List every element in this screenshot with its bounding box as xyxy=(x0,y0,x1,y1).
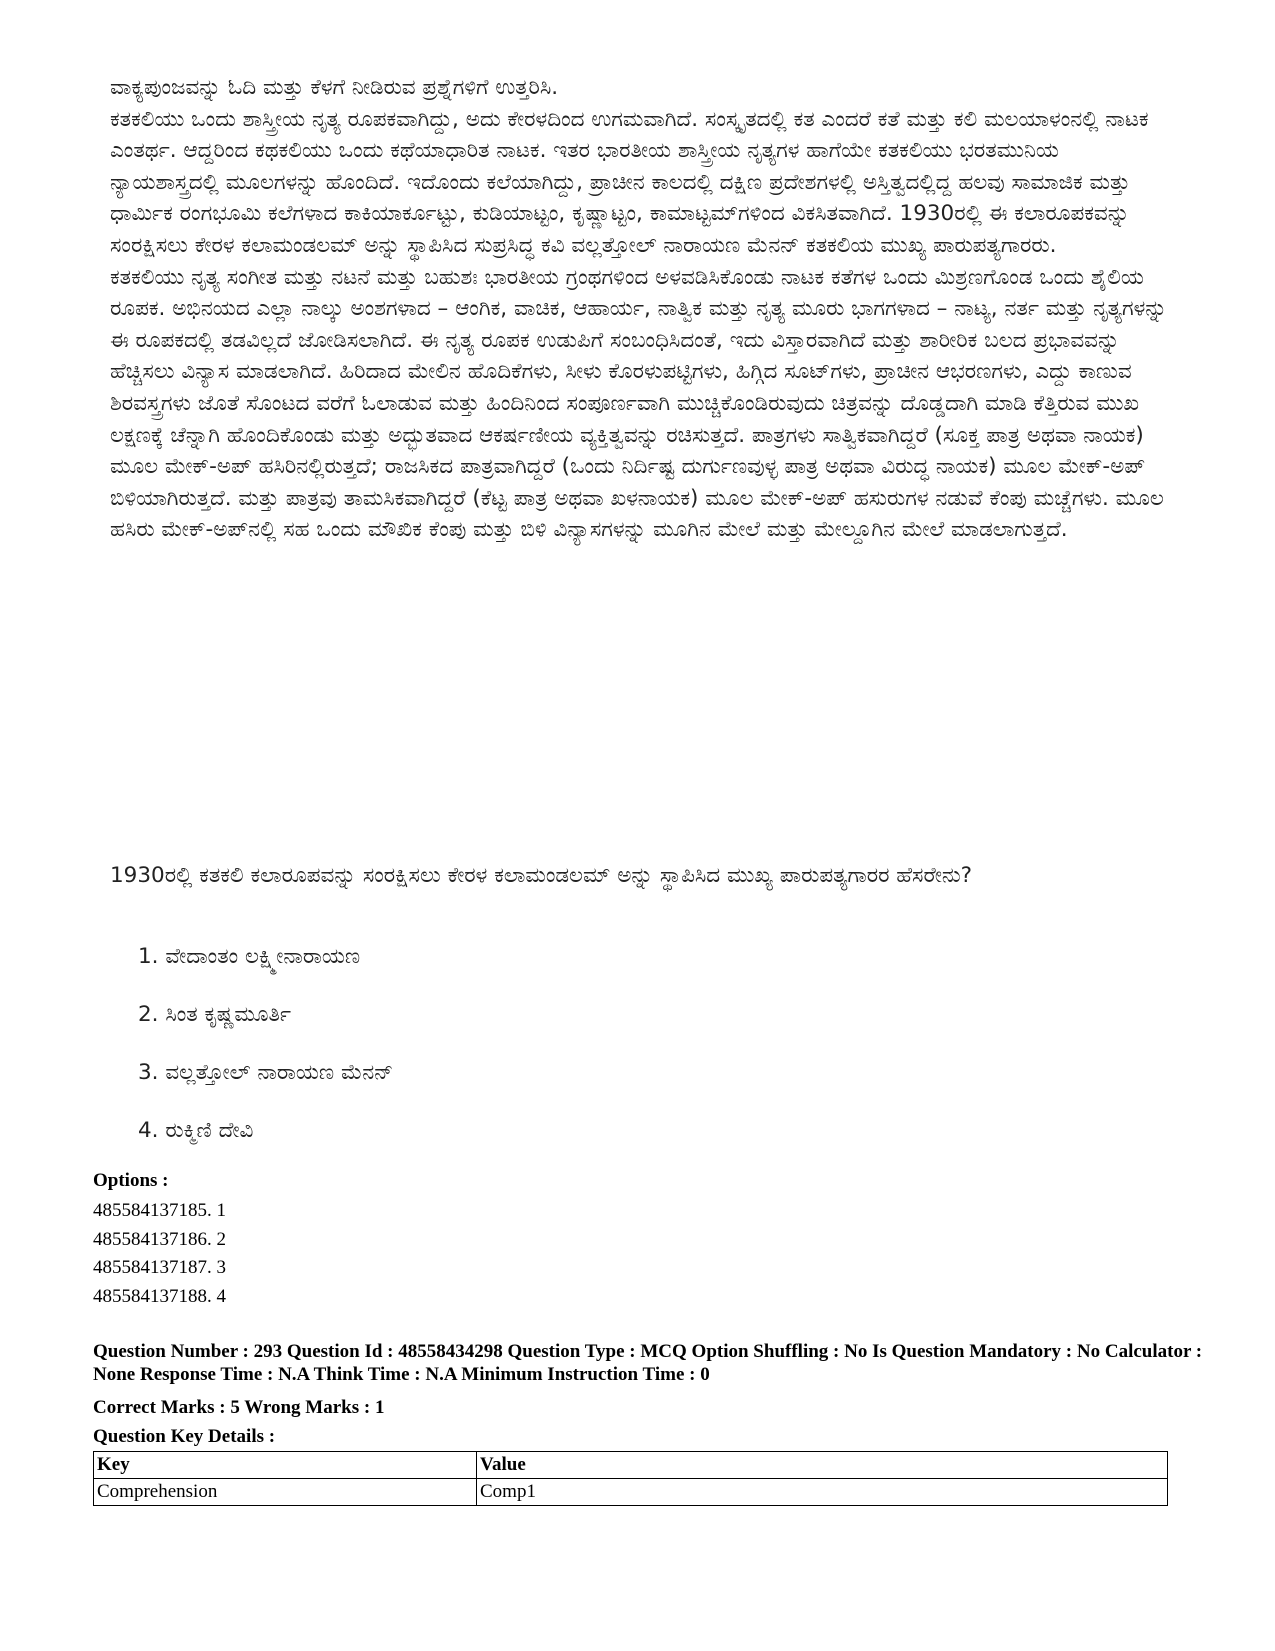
table-cell-value: Comp1 xyxy=(477,1479,1168,1506)
key-details-heading: Question Key Details : xyxy=(93,1426,276,1447)
answer-choice: 2. ಸಿಂತ ಕೃಷ್ಣಮೂರ್ತಿ xyxy=(138,1002,292,1027)
passage-instruction: ವಾಕ್ಯಪುಂಜವನ್ನು ಓದಿ ಮತ್ತು ಕೆಳಗೆ ನೀಡಿರುವ ಪ್ರಶ್ನೆಗಳಿಗೆ ಉತ್ತರಿಸಿ. xyxy=(110,75,559,100)
table-cell-key: Comprehension xyxy=(94,1479,477,1506)
question-info: Question Number : 293 Question Id : 48558434298 Question Type : MCQ Option Shuffling : No Is Question Mandatory : No Calculator : None Response Time : N.A Think Time : N.A Minimum Instruction Time : 0 xyxy=(93,1341,1203,1385)
table-header-row xyxy=(94,1452,1168,1479)
answer-choices xyxy=(138,942,393,1174)
option-item: 485584137188. 4 xyxy=(93,1285,226,1307)
table-header-value: Value xyxy=(477,1452,1168,1479)
passage-paragraph-1: ಕತಕಲಿಯು ಒಂದು ಶಾಸ್ತ್ರೀಯ ನೃತ್ಯ ರೂಪಕವಾಗಿದ್ದು, ಅದು ಕೇರಳದಿಂದ ಉಗಮವಾಗಿದೆ. ಸಂಸ್ಕೃತದಲ್ಲಿ ಕತ ಎಂದರೆ ಕತೆ ಮತ್ತು ಕಲಿ ಮಲಯಾಳಂನಲ್ಲಿ ನಾಟಕ ಎಂತರ್ಥ. ಆದ್ದರಿಂದ ಕಥಕಲಿಯು ಒಂದು ಕಥೆಯಾಧಾರಿತ ನಾಟಕ. ಇತರ ಭಾರತೀಯ ಶಾಸ್ತ್ರೀಯ ನೃತ್ಯಗಳ ಹಾಗೆಯೇ ಕತಕಲಿಯು ಭರತಮುನಿಯ ನ್ಯಾಯಶಾಸ್ತ್ರದಲ್ಲಿ ಮೂಲಗಳನ್ನು ಹೊಂದಿದೆ. ಇದೊಂದು ಕಲೆಯಾಗಿದ್ದು, ಪ್ರಾಚೀನ ಕಾಲದಲ್ಲಿ ದಕ್ಷಿಣ ಪ್ರದೇಶಗಳಲ್ಲಿ ಅಸ್ತಿತ್ವದಲ್ಲಿದ್ದ ಹಲವು ಸಾಮಾಜಿಕ ಮತ್ತು ಧಾರ್ಮಿಕ ರಂಗಭೂಮಿ ಕಲೆಗಳಾದ ಕಾಕಿಯಾರ್ಕೂಟ್ಟು, ಕುಡಿಯಾಟ್ಟಂ, ಕೃಷ್ಣಾಟ್ಟಂ, ಕಾಮಾಟ್ಟಮ್‌ಗಳಿಂದ ವಿಕಸಿತವಾಗಿದೆ. 1930ರಲ್ಲಿ ಈ ಕಲಾರೂಪಕವನ್ನು ಸಂರಕ್ಷಿಸಲು ಕೇರಳ ಕಲಾಮಂಡಲಮ್ ಅನ್ನು ಸ್ಥಾಪಿಸಿದ ಸುಪ್ರಸಿದ್ಧ ಕವಿ ವಲ್ಲತ್ತೋಲ್ ನಾರಾಯಣ ಮೆನನ್ ಕತಕಲಿಯ ಮುಖ್ಯ ಪಾರುಪತ್ಯಗಾರರು. xyxy=(110,106,1149,258)
answer-choice: 3. ವಲ್ಲತ್ತೋಲ್ ನಾರಾಯಣ ಮೆನನ್ xyxy=(138,1060,394,1085)
answer-choice: 1. ವೇದಾಂತಂ ಲಕ್ಷ್ಮೀನಾರಾಯಣ xyxy=(138,944,361,969)
table-header-key: Key xyxy=(94,1452,477,1479)
options-heading: Options : xyxy=(93,1170,169,1191)
table-row xyxy=(94,1479,1168,1506)
passage-paragraph-2: ಕತಕಲಿಯು ನೃತ್ಯ ಸಂಗೀತ ಮತ್ತು ನಟನೆ ಮತ್ತು ಬಹುಶಃ ಭಾರತೀಯ ಗ್ರಂಥಗಳಿಂದ ಅಳವಡಿಸಿಕೊಂಡು ನಾಟಕ ಕತೆಗಳ ಒಂದು ಮಿಶ್ರಣಗೊಂಡ ಒಂದು ಶೈಲಿಯ ರೂಪಕ. ಅಭಿನಯದ ಎಲ್ಲಾ ನಾಲ್ಕು ಅಂಶಗಳಾದ – ಆಂಗಿಕ, ವಾಚಿಕ, ಆಹಾರ್ಯ, ನಾತ್ವಿಕ ಮತ್ತು ನೃತ್ಯ ಮೂರು ಭಾಗಗಳಾದ – ನಾಟ್ಯ, ನರ್ತ ಮತ್ತು ನೃತ್ಯಗಳನ್ನು ಈ ರೂಪಕದಲ್ಲಿ ತಡವಿಲ್ಲದೆ ಜೋಡಿಸಲಾಗಿದೆ. ಈ ನೃತ್ಯ ರೂಪಕ ಉಡುಪಿಗೆ ಸಂಬಂಧಿಸಿದಂತೆ, ಇದು ವಿಸ್ತಾರವಾಗಿದೆ ಮತ್ತು ಶಾರೀರಿಕ ಬಲದ ಪ್ರಭಾವವನ್ನು ಹೆಚ್ಚಿಸಲು ವಿನ್ಯಾಸ ಮಾಡಲಾಗಿದೆ. ಹಿರಿದಾದ ಮೇಲಿನ ಹೊದಿಕೆಗಳು, ಸೀಳು ಕೊರಳುಪಟ್ಟಿಗಳು, ಹಿಗ್ಗಿದ ಸೂಟ್‌ಗಳು, ಪ್ರಾಚೀನ ಆಭರಣಗಳು, ಎದ್ದು ಕಾಣುವ ಶಿರವಸ್ತ್ರಗಳು ಜೊತೆ ಸೊಂಟದ ವರೆಗೆ ಓಲಾಡುವ ಮತ್ತು ಹಿಂದಿನಿಂದ ಸಂಪೂರ್ಣವಾಗಿ ಮುಚ್ಚಿಕೊಂಡಿರುವುದು ಚಿತ್ರವನ್ನು ದೊಡ್ಡದಾಗಿ ಮಾಡಿ ಕೆತ್ತಿರುವ ಮುಖ ಲಕ್ಷಣಕ್ಕೆ ಚೆನ್ನಾಗಿ ಹೊಂದಿಕೊಂಡು ಮತ್ತು ಅದ್ಭುತವಾದ ಆಕರ್ಷಣೀಯ ವ್ಯಕ್ತಿತ್ವವನ್ನು ರಚಿಸುತ್ತದೆ. ಪಾತ್ರಗಳು ಸಾತ್ವಿಕವಾಗಿದ್ದರೆ (ಸೂಕ್ತ ಪಾತ್ರ ಅಥವಾ ನಾಯಕ) ಮೂಲ ಮೇಕ್-ಅಪ್ ಹಸಿರಿನಲ್ಲಿರುತ್ತದೆ; ರಾಜಸಿಕದ ಪಾತ್ರವಾಗಿದ್ದರೆ (ಒಂದು ನಿರ್ದಿಷ್ಟ ದುರ್ಗುಣವುಳ್ಳ ಪಾತ್ರ ಅಥವಾ ವಿರುದ್ಧ ನಾಯಕ) ಮೂಲ ಮೇಕ್-ಅಪ್ ಬಿಳಿಯಾಗಿರುತ್ತದೆ. ಮತ್ತು ಪಾತ್ರವು ತಾಮಸಿಕವಾಗಿದ್ದರೆ (ಕೆಟ್ಟ ಪಾತ್ರ ಅಥವಾ ಖಳನಾಯಕ) ಮೂಲ ಮೇಕ್-ಅಪ್ ಹಸುರುಗಳ ನಡುವೆ ಕೆಂಪು ಮಚ್ಚೆಗಳು. ಮೂಲ ಹಸಿರು ಮೇಕ್-ಅಪ್‌ನಲ್ಲಿ ಸಹ ಒಂದು ಮೌಖಿಕ ಕೆಂಪು ಮತ್ತು ಬಿಳಿ ವಿನ್ಯಾಸಗಳನ್ನು ಮೂಗಿನ ಮೇಲೆ ಮತ್ತು ಮೇಲ್ದೂಗಿನ ಮೇಲೆ ಮಾಡಲಾಗುತ್ತದೆ. xyxy=(110,264,1167,543)
answer-choice: 4. ರುಕ್ಮಿಣಿ ದೇವಿ xyxy=(138,1118,254,1143)
comprehension-passage xyxy=(110,72,1170,546)
key-details-table xyxy=(93,1451,1168,1506)
marks-info: Correct Marks : 5 Wrong Marks : 1 xyxy=(93,1397,385,1418)
option-item: 485584137187. 3 xyxy=(93,1257,226,1278)
option-item: 485584137186. 2 xyxy=(93,1228,226,1250)
question-text: 1930ರಲ್ಲಿ ಕತಕಲಿ ಕಲಾರೂಪವನ್ನು ಸಂರಕ್ಷಿಸಲು ಕೇರಳ ಕಲಾಮಂಡಲಮ್ ಅನ್ನು ಸ್ಥಾಪಿಸಿದ ಮುಖ್ಯ ಪಾರುಪತ್ಯಗಾರರ ಹೆಸರೇನು? xyxy=(110,863,973,888)
option-item: 485584137185. 1 xyxy=(93,1200,226,1221)
options-list xyxy=(93,1199,226,1313)
